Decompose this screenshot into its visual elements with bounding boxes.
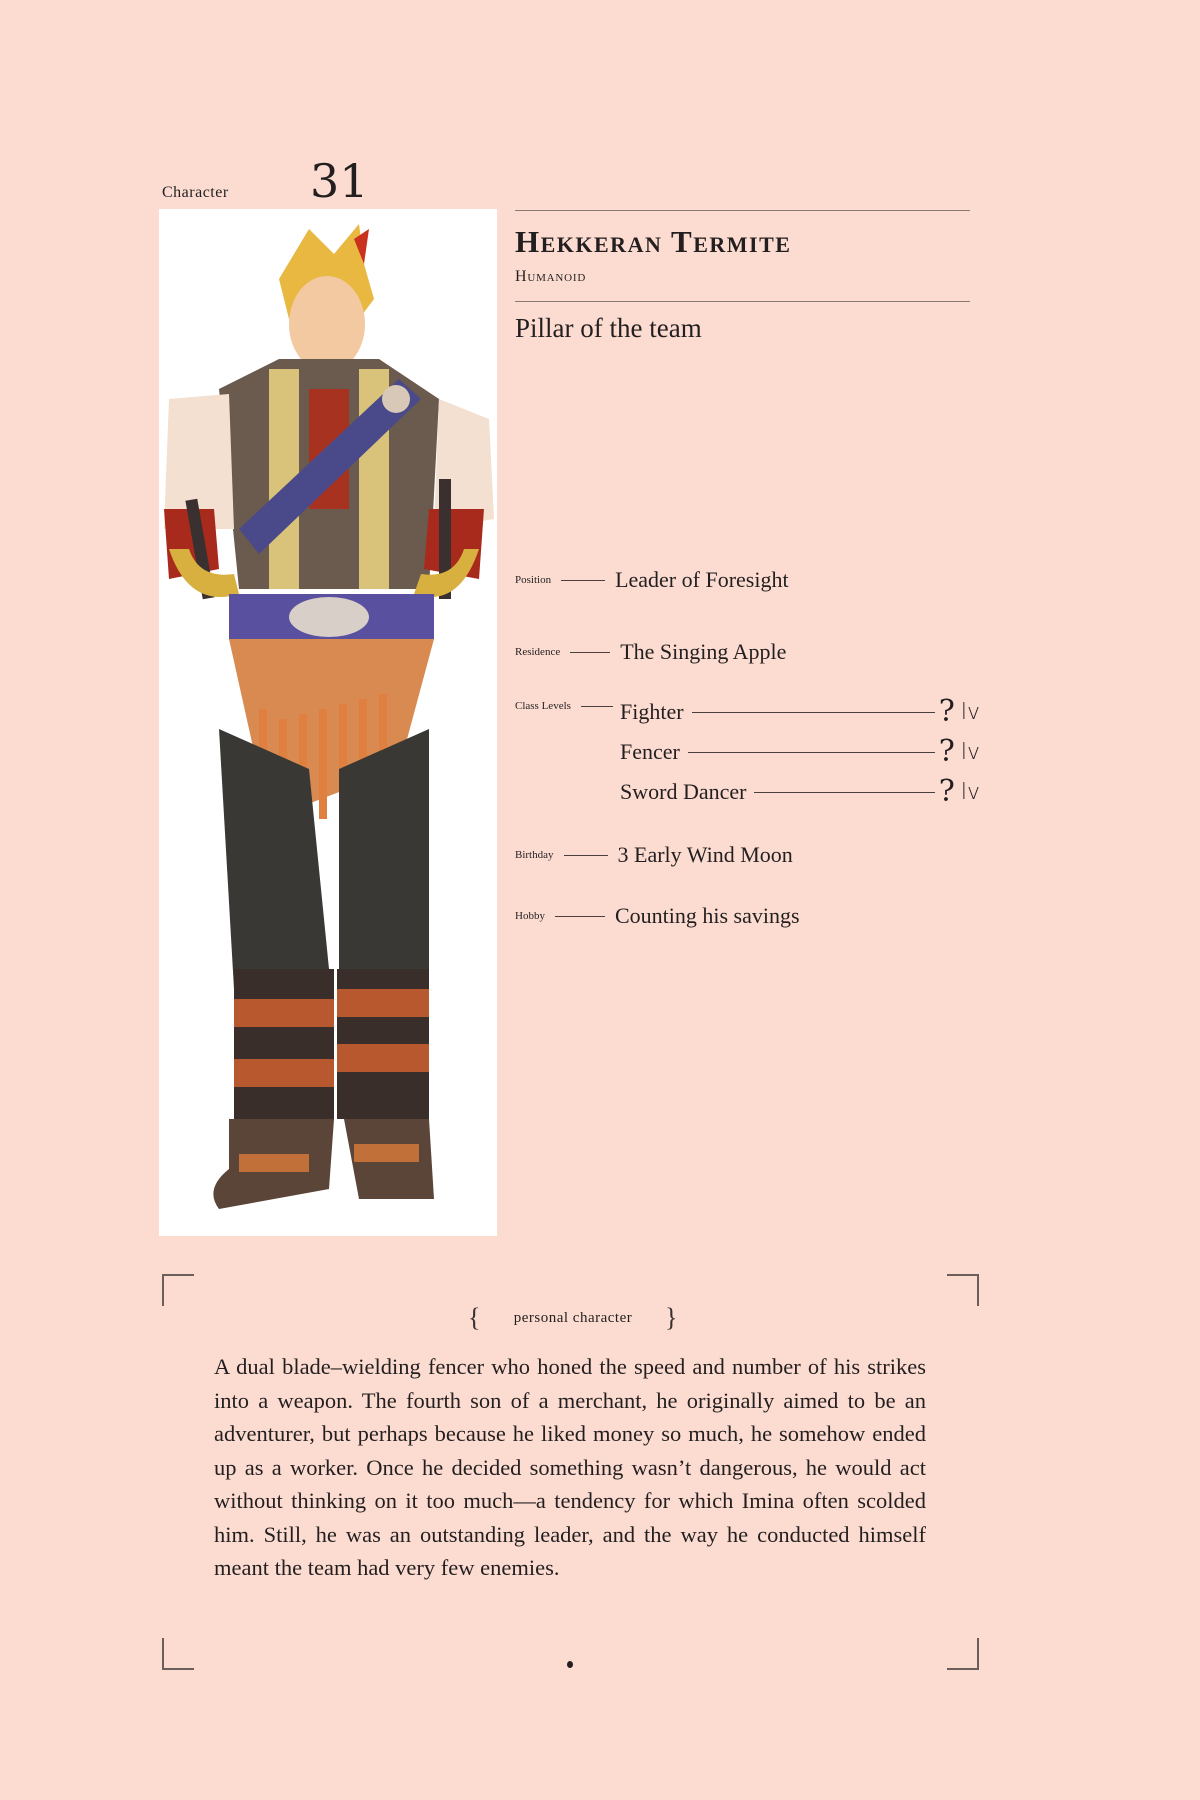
class-level: ?: [938, 774, 955, 809]
field-label: Residence: [515, 646, 561, 658]
frame-corner-top-left: [162, 1274, 194, 1306]
leader-line: [581, 706, 613, 707]
leader-line: [564, 855, 608, 856]
frame-corner-bottom-left: [162, 1638, 194, 1670]
leader-line: [688, 752, 935, 753]
leader-line: [754, 792, 934, 793]
class-level: ?: [938, 734, 955, 769]
frame-corner-top-right: [947, 1274, 979, 1306]
class-level-row: [620, 774, 980, 809]
class-level-row: [620, 734, 980, 769]
class-level-row: [620, 694, 980, 729]
right-brace-icon: }: [665, 1303, 678, 1332]
field-birthday: [515, 842, 793, 868]
character-portrait: [159, 209, 497, 1236]
character-epithet: Pillar of the team: [515, 313, 702, 343]
frame-corner-bottom-right: [947, 1638, 979, 1670]
field-value: Counting his savings: [614, 903, 800, 928]
left-brace-icon: {: [468, 1303, 481, 1332]
character-illustration: [159, 209, 497, 1236]
leader-line: [561, 580, 605, 581]
level-unit: lv: [960, 739, 980, 765]
leader-line: [555, 916, 605, 917]
character-race: Humanoid: [515, 268, 587, 285]
class-name: Sword Dancer: [620, 779, 747, 804]
field-class-levels: [515, 700, 623, 712]
field-label: Birthday: [515, 849, 554, 861]
level-unit: lv: [960, 699, 980, 725]
field-value: 3 Early Wind Moon: [617, 842, 793, 867]
level-unit: lv: [960, 779, 980, 805]
leader-line: [692, 712, 935, 713]
field-label: Hobby: [515, 910, 545, 922]
field-hobby: [515, 903, 800, 929]
top-rule: [515, 210, 970, 211]
field-value: Leader of Foresight: [615, 567, 789, 592]
section-heading-text: personal character: [513, 1309, 633, 1326]
field-residence: [515, 639, 786, 665]
field-label: Position: [515, 574, 552, 586]
leader-line: [570, 652, 610, 653]
class-level: ?: [938, 694, 955, 729]
entry-number: 31: [310, 154, 369, 208]
class-name: Fencer: [620, 739, 680, 764]
personal-character-text: A dual blade–wielding fencer who honed the speed and number of his strikes into a weapon. The fourth son of a merchant, he originally aimed to be an adventurer, but perhaps because he liked money so much, he somehow ended up as a worker. Once he decided something wasn’t dangerous, he would act without thinking on it too much—a tendency for which Imina often scolded him. Still, he was an outstanding leader, and the way he conducted himself meant the team had very few enemies.: [214, 1354, 926, 1580]
field-position: [515, 567, 789, 593]
field-label: Class Levels: [515, 700, 571, 712]
section-label: Character: [162, 184, 229, 201]
personal-character-heading: [468, 1303, 678, 1333]
bullet-dot-icon: [567, 1661, 573, 1668]
class-name: Fighter: [620, 699, 684, 724]
field-value: The Singing Apple: [620, 639, 787, 664]
character-name: Hekkeran Termite: [515, 224, 792, 259]
mid-rule: [515, 301, 970, 302]
